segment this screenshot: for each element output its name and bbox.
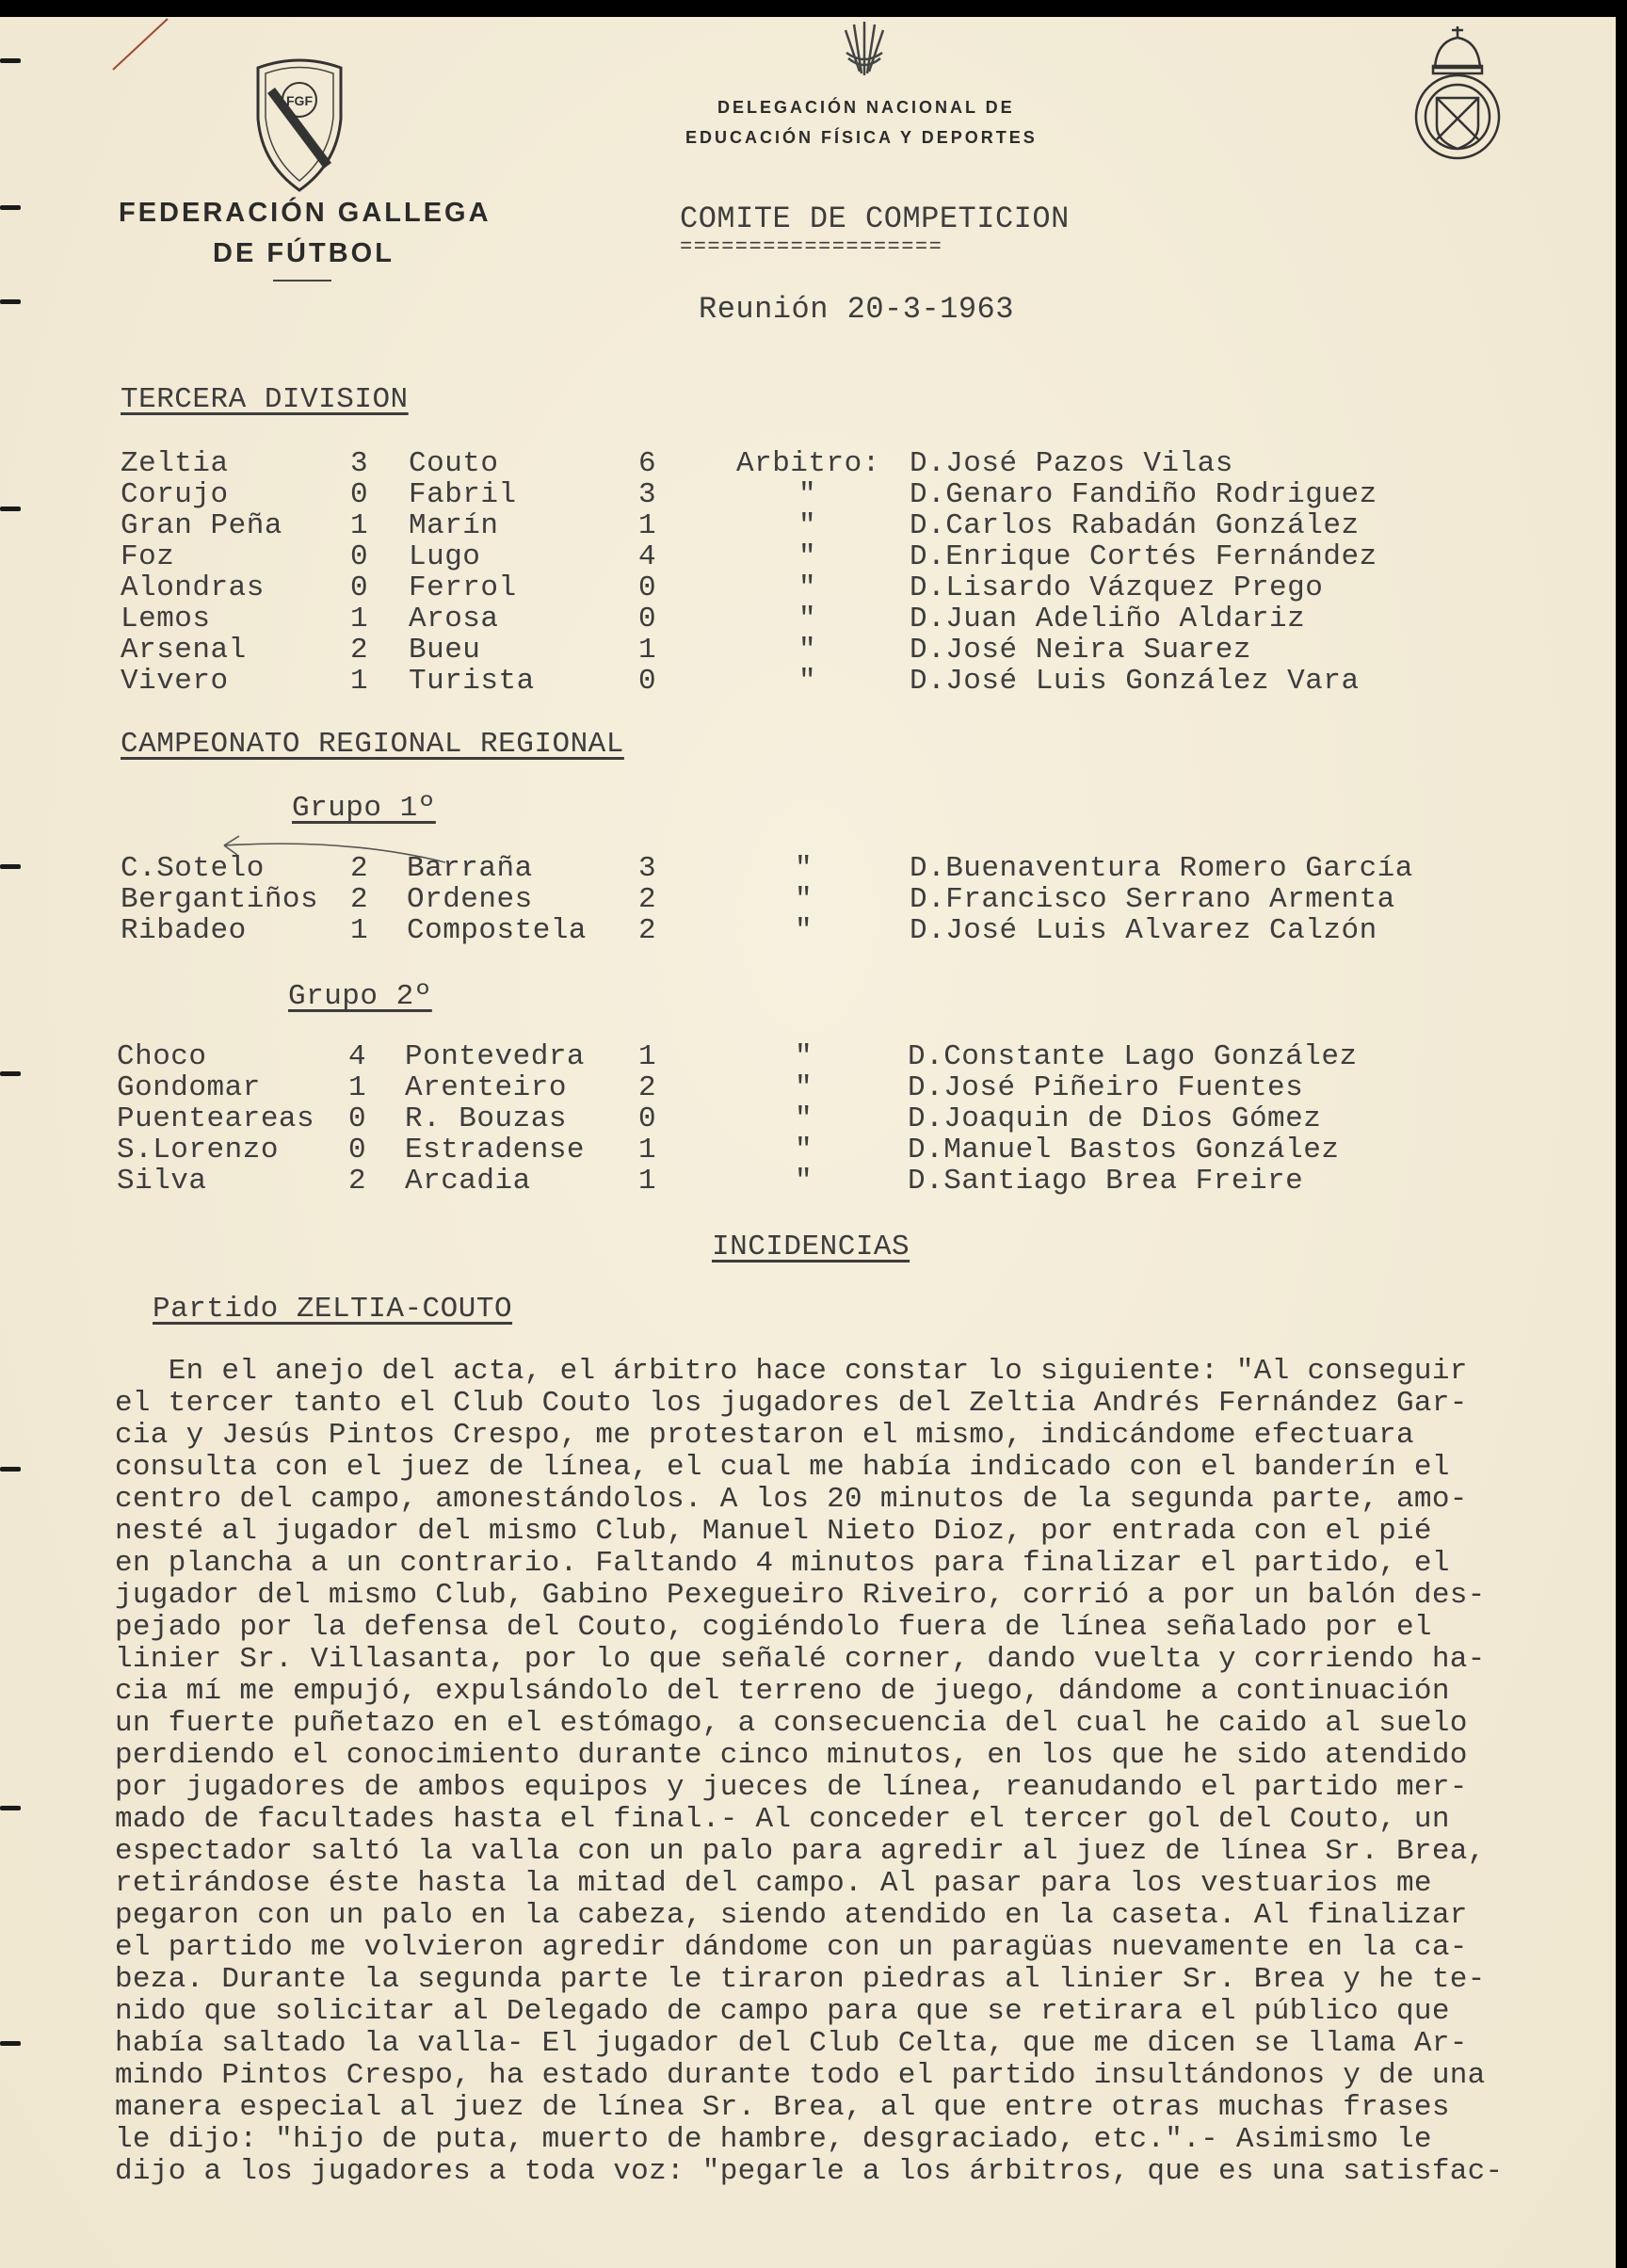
referee-name: D.José Piñeiro Fuentes [908, 1071, 1304, 1104]
away-score: 1 [638, 1165, 657, 1198]
table-row [0, 915, 1616, 946]
federation-name-line1: FEDERACIÓN GALLEGA [119, 198, 491, 228]
away-score: 2 [638, 883, 657, 916]
table-row [0, 510, 1616, 541]
report-line: perdiendo el conocimiento durante cinco minutos, en los que he sido atendido [115, 1739, 1468, 1772]
report-line: dijo a los jugadores a toda voz: "pegarle a los árbitros, que es una satisfac- [115, 2155, 1504, 2188]
referee-name: D.Constante Lago González [908, 1040, 1358, 1073]
table-row [0, 448, 1616, 479]
home-team: C.Sotelo [121, 852, 265, 885]
report-line: En el anejo del acta, el árbitro hace constar lo siguiente: "Al conseguir [115, 1355, 1468, 1388]
away-team: Turista [409, 665, 535, 698]
referee-name: D.Carlos Rabadán González [910, 509, 1360, 542]
ditto-mark: " [798, 509, 817, 542]
group2-heading: Grupo 2º [288, 980, 432, 1013]
home-team: Lemos [121, 603, 211, 635]
home-team: Ribadeo [121, 914, 247, 947]
away-team: Compostela [407, 914, 588, 947]
table-row [0, 572, 1616, 603]
referee-name: D.José Neira Suarez [910, 634, 1251, 667]
away-score: 2 [638, 1071, 657, 1104]
away-team: Fabril [409, 478, 517, 511]
report-line: nesté al jugador del mismo Club, Manuel Nieto Dioz, por entrada con el pié [115, 1515, 1432, 1548]
report-line: había saltado la valla- El jugador del Club Celta, que me dicen se llama Ar- [115, 2027, 1468, 2060]
ditto-mark: " [795, 1102, 814, 1135]
referee-name: D.Joaquin de Dios Gómez [908, 1102, 1322, 1135]
report-line: mindo Pintos Crespo, ha estado durante todo el partido insultándonos y de una [115, 2059, 1486, 2092]
away-team: Barraña [407, 852, 533, 885]
ditto-mark: " [798, 634, 817, 667]
delegation-line1: DELEGACIÓN NACIONAL DE [717, 98, 1015, 117]
home-team: Arsenal [121, 634, 247, 667]
header-divider [273, 280, 331, 281]
report-line: mado de facultades hasta el final.- Al conceder el tercer gol del Couto, un [115, 1803, 1450, 1836]
home-score: 1 [348, 1071, 367, 1104]
report-line: pejado por la defensa del Couto, cogiéndolo fuera de línea señalado por el [115, 1611, 1432, 1644]
home-team: Bergantiños [121, 883, 319, 916]
away-team: Arosa [409, 603, 499, 635]
committee-rule: =================== [680, 235, 943, 259]
home-score: 3 [350, 447, 369, 480]
home-team: Gran Peña [121, 509, 282, 542]
away-score: 0 [638, 603, 657, 635]
home-team: Zeltia [121, 447, 229, 480]
referee-name: D.José Luis González Vara [910, 665, 1360, 698]
table-row [0, 479, 1616, 510]
referee-name: D.Genaro Fandiño Rodriguez [910, 478, 1377, 511]
table-row [0, 1103, 1616, 1134]
home-team: Silva [117, 1165, 207, 1198]
incident-report-text [115, 1356, 1603, 2188]
table-row [0, 666, 1616, 697]
ditto-mark: " [798, 571, 817, 604]
binder-mark [0, 299, 21, 304]
home-score: 1 [350, 509, 369, 542]
report-line: por jugadores de ambos equipos y jueces de línea, reanudando el partido mer- [115, 1771, 1468, 1804]
away-score: 1 [638, 1134, 657, 1166]
home-score: 2 [350, 852, 369, 885]
ditto-mark: " [795, 883, 814, 916]
table-row [0, 884, 1616, 915]
report-line: nido que solicitar al Delegado de campo para que se retirara el público que [115, 1995, 1450, 2028]
referee-name: D.Enrique Cortés Fernández [910, 540, 1377, 573]
report-line: el tercer tanto el Club Couto los jugadores del Zeltia Andrés Fernández Gar- [115, 1387, 1468, 1420]
away-team: Couto [409, 447, 499, 480]
ditto-mark: " [798, 478, 817, 511]
home-score: 0 [350, 540, 369, 573]
away-team: Estradense [405, 1134, 586, 1166]
report-line: jugador del mismo Club, Gabino Pexegueiro Riveiro, corrió a por un balón des- [115, 1579, 1486, 1612]
home-score: 0 [348, 1134, 367, 1166]
yoke-arrows-icon [841, 17, 888, 83]
away-team: R. Bouzas [405, 1102, 567, 1135]
away-team: Arcadia [405, 1165, 531, 1198]
ditto-mark: " [795, 1134, 814, 1166]
binder-mark [0, 58, 21, 63]
committee-title: COMITE DE COMPETICION [680, 201, 1070, 236]
ditto-mark: " [795, 1071, 814, 1104]
away-team: Marín [409, 509, 499, 542]
home-score: 0 [350, 571, 369, 604]
shield-letters: FGF [286, 93, 313, 108]
home-score: 0 [348, 1102, 367, 1135]
report-line: cia mí me empujó, expulsándolo del terreno de juego, dándome a continuación [115, 1675, 1450, 1708]
report-line: el partido me volvieron agredir dándome con un paragüas nuevamente en la ca- [115, 1931, 1468, 1964]
referee-name: D.Manuel Bastos González [908, 1134, 1340, 1166]
table-row [0, 1134, 1616, 1166]
pencil-mark [105, 17, 171, 73]
table-row [0, 603, 1616, 635]
ditto-mark: " [795, 914, 814, 947]
group1-heading: Grupo 1º [292, 792, 436, 825]
federation-name-line2: DE FÚTBOL [213, 238, 395, 268]
home-team: Vivero [121, 665, 229, 698]
table-row [0, 1041, 1616, 1072]
home-score: 2 [348, 1165, 367, 1198]
referee-name: D.Lisardo Vázquez Prego [910, 571, 1324, 604]
meeting-date: Reunión 20-3-1963 [699, 292, 1014, 327]
away-score: 1 [638, 1040, 657, 1073]
home-team: Alondras [121, 571, 265, 604]
referee-name: D.José Pazos Vilas [910, 447, 1233, 480]
referee-name: D.Buenaventura Romero García [910, 852, 1413, 885]
report-line: manera especial al juez de línea Sr. Brea, al que entre otras muchas frases [115, 2091, 1450, 2124]
away-score: 0 [638, 665, 657, 698]
home-score: 1 [350, 665, 369, 698]
referee-name: D.Santiago Brea Freire [908, 1165, 1304, 1198]
binder-mark [0, 2041, 21, 2046]
report-line: cia y Jesús Pintos Crespo, me protestaron el mismo, indicándome efectuara [115, 1419, 1414, 1452]
away-team: Ferrol [409, 571, 517, 604]
binder-mark [0, 1467, 21, 1472]
table-row [0, 541, 1616, 572]
ditto-mark: " [798, 603, 817, 635]
home-score: 1 [350, 914, 369, 947]
report-line: un fuerte puñetazo en el estómago, a consecuencia del cual he caido al suelo [115, 1707, 1468, 1740]
away-score: 1 [638, 509, 657, 542]
tercera-division-heading: TERCERA DIVISION [121, 383, 409, 416]
binder-mark [0, 205, 21, 210]
binder-mark [0, 1806, 21, 1810]
report-line: linier Sr. Villasanta, por lo que señalé corner, dando vuelta y corriendo ha- [115, 1643, 1486, 1676]
home-score: 4 [348, 1040, 367, 1073]
home-score: 1 [350, 603, 369, 635]
report-line: pegaron con un palo en la cabeza, siendo atendido en la caseta. Al finalizar [115, 1899, 1468, 1932]
home-team: Corujo [121, 478, 229, 511]
crown-emblem-icon [1409, 21, 1506, 162]
report-line: consulta con el juez de línea, el cual me había indicado con el banderín el [115, 1451, 1450, 1484]
incidencias-heading: INCIDENCIAS [712, 1231, 910, 1263]
ditto-mark: " [798, 540, 817, 573]
ditto-mark: " [795, 852, 814, 885]
home-team: Puenteareas [117, 1102, 315, 1135]
report-line: retirándose éste hasta la mitad del campo. Al pasar para los vestuarios me [115, 1867, 1432, 1900]
federation-shield-icon [252, 53, 346, 194]
away-team: Lugo [409, 540, 481, 573]
home-team: Gondomar [117, 1071, 261, 1104]
home-score: 2 [350, 883, 369, 916]
away-score: 3 [638, 478, 657, 511]
home-score: 2 [350, 634, 369, 667]
delegation-line2: EDUCACIÓN FÍSICA Y DEPORTES [685, 128, 1038, 147]
document-page [0, 17, 1616, 2268]
report-line: le dijo: "hijo de puta, muerto de hambre, desgraciado, etc.".- Asimismo le [115, 2123, 1432, 2156]
table-row [0, 635, 1616, 666]
away-score: 6 [638, 447, 657, 480]
report-line: espectador saltó la valla con un palo para agredir al juez de línea Sr. Brea, [115, 1835, 1486, 1868]
regional-heading: CAMPEONATO REGIONAL REGIONAL [121, 728, 624, 761]
away-score: 2 [638, 914, 657, 947]
referee-label: Arbitro: [736, 447, 880, 480]
referee-name: D.José Luis Alvarez Calzón [910, 914, 1377, 947]
away-score: 1 [638, 634, 657, 667]
table-row [0, 1166, 1616, 1197]
away-score: 4 [638, 540, 657, 573]
table-row [0, 1072, 1616, 1103]
table-row [0, 853, 1616, 884]
home-team: Foz [121, 540, 175, 573]
report-line: centro del campo, amonestándolos. A los 20 minutos de la segunda parte, amo- [115, 1483, 1468, 1516]
ditto-mark: " [798, 665, 817, 698]
away-team: Ordenes [407, 883, 533, 916]
ditto-mark: " [795, 1040, 814, 1073]
report-line: beza. Durante la segunda parte le tiraron piedras al linier Sr. Brea y he te- [115, 1963, 1486, 1996]
home-score: 0 [350, 478, 369, 511]
away-team: Bueu [409, 634, 481, 667]
away-team: Arenteiro [405, 1071, 567, 1104]
away-score: 0 [638, 1102, 657, 1135]
away-team: Pontevedra [405, 1040, 586, 1073]
away-score: 0 [638, 571, 657, 604]
home-team: S.Lorenzo [117, 1134, 279, 1166]
match-incident-heading: Partido ZELTIA-COUTO [153, 1293, 513, 1326]
home-team: Choco [117, 1040, 207, 1073]
report-line: en plancha a un contrario. Faltando 4 minutos para finalizar el partido, el [115, 1547, 1450, 1580]
referee-name: D.Francisco Serrano Armenta [910, 883, 1395, 916]
referee-name: D.Juan Adeliño Aldariz [910, 603, 1306, 635]
ditto-mark: " [795, 1165, 814, 1198]
away-score: 3 [638, 852, 657, 885]
